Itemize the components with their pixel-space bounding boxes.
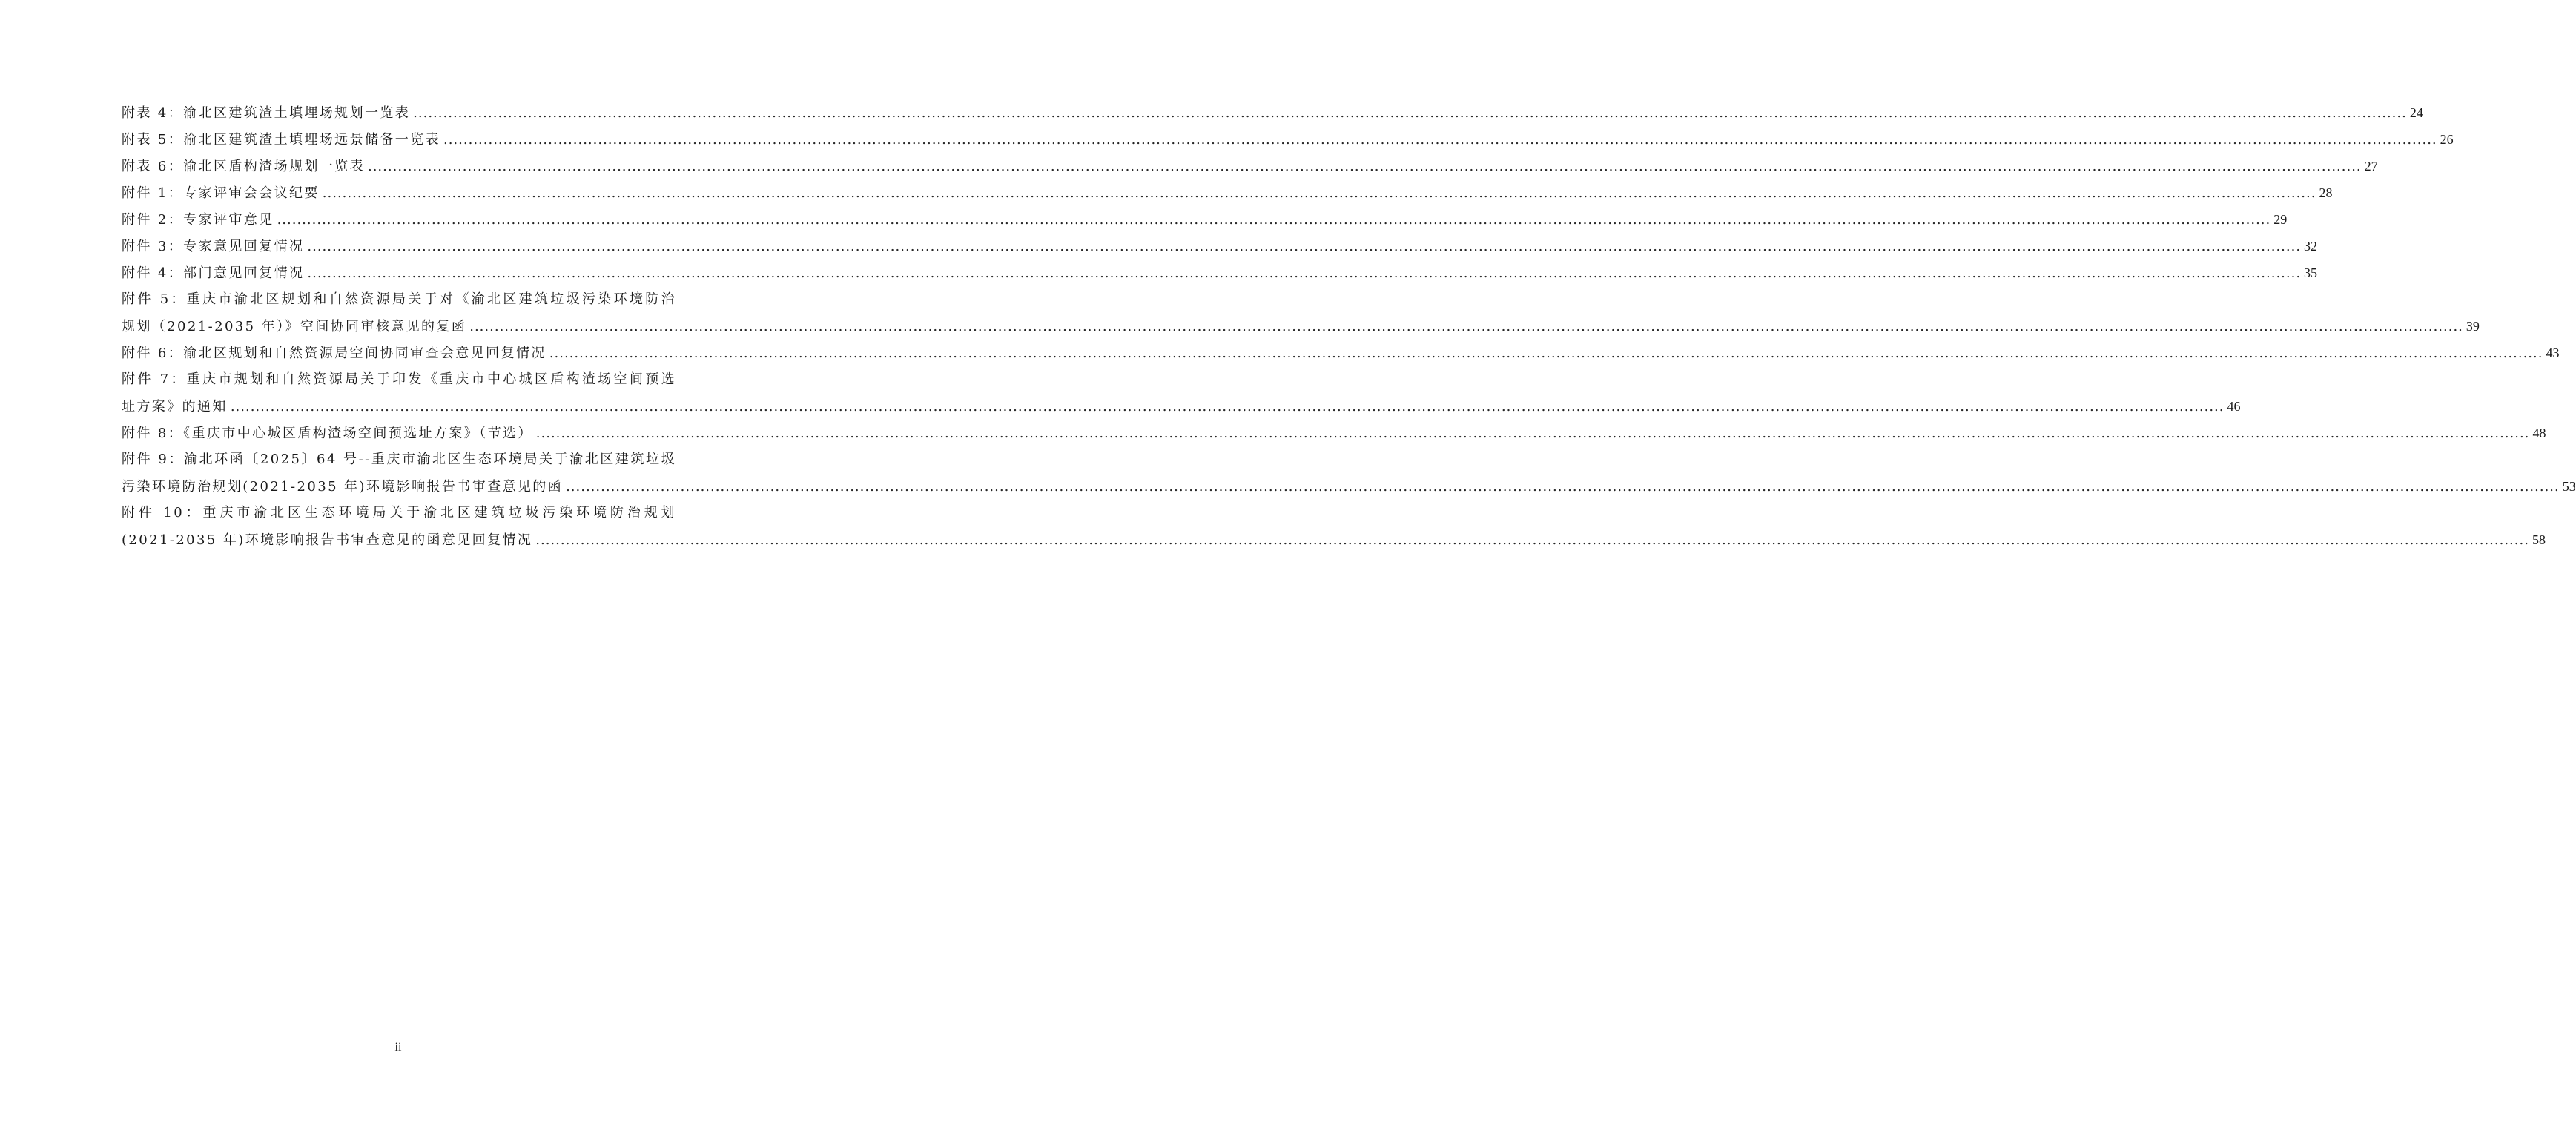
toc-entry-page: 28	[2319, 185, 2333, 200]
toc-entry-title: 附件 6：渝北区规划和自然资源局空间协同审查会意见回复情况	[122, 346, 546, 361]
toc-entry[interactable]	[122, 153, 2378, 179]
toc-entry-page: 24	[2409, 105, 2423, 120]
toc-entry-title-line[interactable]: 附件 5：重庆市渝北区规划和自然资源局关于对《渝北区建筑垃圾污染环境防治	[122, 291, 676, 307]
toc-entry[interactable]	[122, 260, 2318, 286]
toc-entry-title: 附件 1：专家评审会会议纪要	[122, 185, 320, 201]
toc-entry-page: 39	[2466, 319, 2480, 334]
toc-dot-leader: ................................................................................................................................................................................................................................................................................................................................................................................................................	[535, 426, 2530, 441]
toc-dot-leader: ................................................................................................................................................................................................................................................................................................................................................................................................................	[443, 132, 2437, 148]
toc-entry[interactable]	[122, 473, 2576, 500]
toc-entry-page: 53	[2562, 479, 2576, 494]
toc-dot-leader: ................................................................................................................................................................................................................................................................................................................................................................................................................	[535, 532, 2529, 548]
toc-entry-page: 48	[2532, 426, 2546, 440]
toc-dot-leader: ................................................................................................................................................................................................................................................................................................................................................................................................................	[307, 239, 2302, 254]
toc-entry-title: 附件 2：专家评审意见	[122, 212, 274, 228]
toc-entry[interactable]	[122, 526, 2546, 553]
toc-entry-page: 46	[2227, 399, 2241, 414]
toc-entry-title: 附件 3：专家意见回复情况	[122, 239, 305, 254]
toc-entry-title: (2021-2035 年)环境影响报告书审查意见的函意见回复情况	[122, 532, 533, 548]
toc-entry-title: 附件 4：部门意见回复情况	[122, 265, 305, 281]
toc-dot-leader: ................................................................................................................................................................................................................................................................................................................................................................................................................	[367, 159, 2362, 174]
toc-entry-title-line[interactable]: 附件 9：渝北环函〔2025〕64 号--重庆市渝北区生态环境局关于渝北区建筑垃圾	[122, 452, 676, 467]
toc-entry-title: 址方案》的通知	[122, 399, 228, 414]
toc-entry[interactable]	[122, 420, 2546, 446]
toc-entry[interactable]	[122, 233, 2318, 260]
toc-entry[interactable]	[122, 99, 2423, 126]
toc-entry[interactable]	[122, 393, 2241, 420]
toc-entry-title: 附表 5：渝北区建筑渣土填埋场远景储备一览表	[122, 132, 440, 148]
toc-entry[interactable]	[122, 126, 2454, 153]
toc-dot-leader: ................................................................................................................................................................................................................................................................................................................................................................................................................	[413, 105, 2407, 121]
toc-entry-title: 附件 8：《重庆市中心城区盾构渣场空间预选址方案》（节选）	[122, 426, 533, 441]
table-of-contents	[122, 99, 2576, 553]
toc-entry[interactable]	[122, 313, 2480, 340]
toc-dot-leader: ................................................................................................................................................................................................................................................................................................................................................................................................................	[230, 399, 2225, 414]
toc-dot-leader: ................................................................................................................................................................................................................................................................................................................................................................................................................	[307, 265, 2302, 281]
toc-entry-title: 附表 6：渝北区盾构渣场规划一览表	[122, 159, 365, 174]
toc-entry-page: 27	[2364, 159, 2378, 173]
toc-dot-leader: ................................................................................................................................................................................................................................................................................................................................................................................................................	[322, 185, 2316, 201]
toc-entry[interactable]	[122, 340, 2560, 366]
toc-dot-leader: ................................................................................................................................................................................................................................................................................................................................................................................................................	[277, 212, 2271, 228]
toc-entry-title-line[interactable]: 附件 7：重庆市规划和自然资源局关于印发《重庆市中心城区盾构渣场空间预选	[122, 371, 676, 387]
toc-dot-leader: ................................................................................................................................................................................................................................................................................................................................................................................................................	[549, 346, 2543, 361]
toc-entry[interactable]	[122, 206, 2288, 233]
toc-entry-title: 规划（2021-2035 年）》空间协同审核意见的复函	[122, 319, 467, 334]
toc-entry-page: 29	[2273, 212, 2288, 227]
toc-entry-page: 43	[2546, 346, 2560, 360]
toc-entry-page: 32	[2304, 239, 2318, 254]
toc-entry[interactable]	[122, 179, 2333, 206]
toc-dot-leader: ................................................................................................................................................................................................................................................................................................................................................................................................................	[469, 319, 2463, 334]
toc-entry-page: 58	[2532, 532, 2546, 547]
page-number: ii	[394, 1041, 402, 1054]
toc-entry-title: 污染环境防治规划(2021-2035 年)环境影响报告书审查意见的函	[122, 479, 564, 495]
toc-entry-title: 附表 4：渝北区建筑渣土填埋场规划一览表	[122, 105, 411, 121]
toc-dot-leader: ................................................................................................................................................................................................................................................................................................................................................................................................................	[566, 479, 2560, 495]
toc-entry-title-line[interactable]: 附件 10：重庆市渝北区生态环境局关于渝北区建筑垃圾污染环境防治规划	[122, 505, 676, 520]
toc-entry-page: 35	[2304, 265, 2318, 280]
toc-entry-page: 26	[2440, 132, 2454, 147]
